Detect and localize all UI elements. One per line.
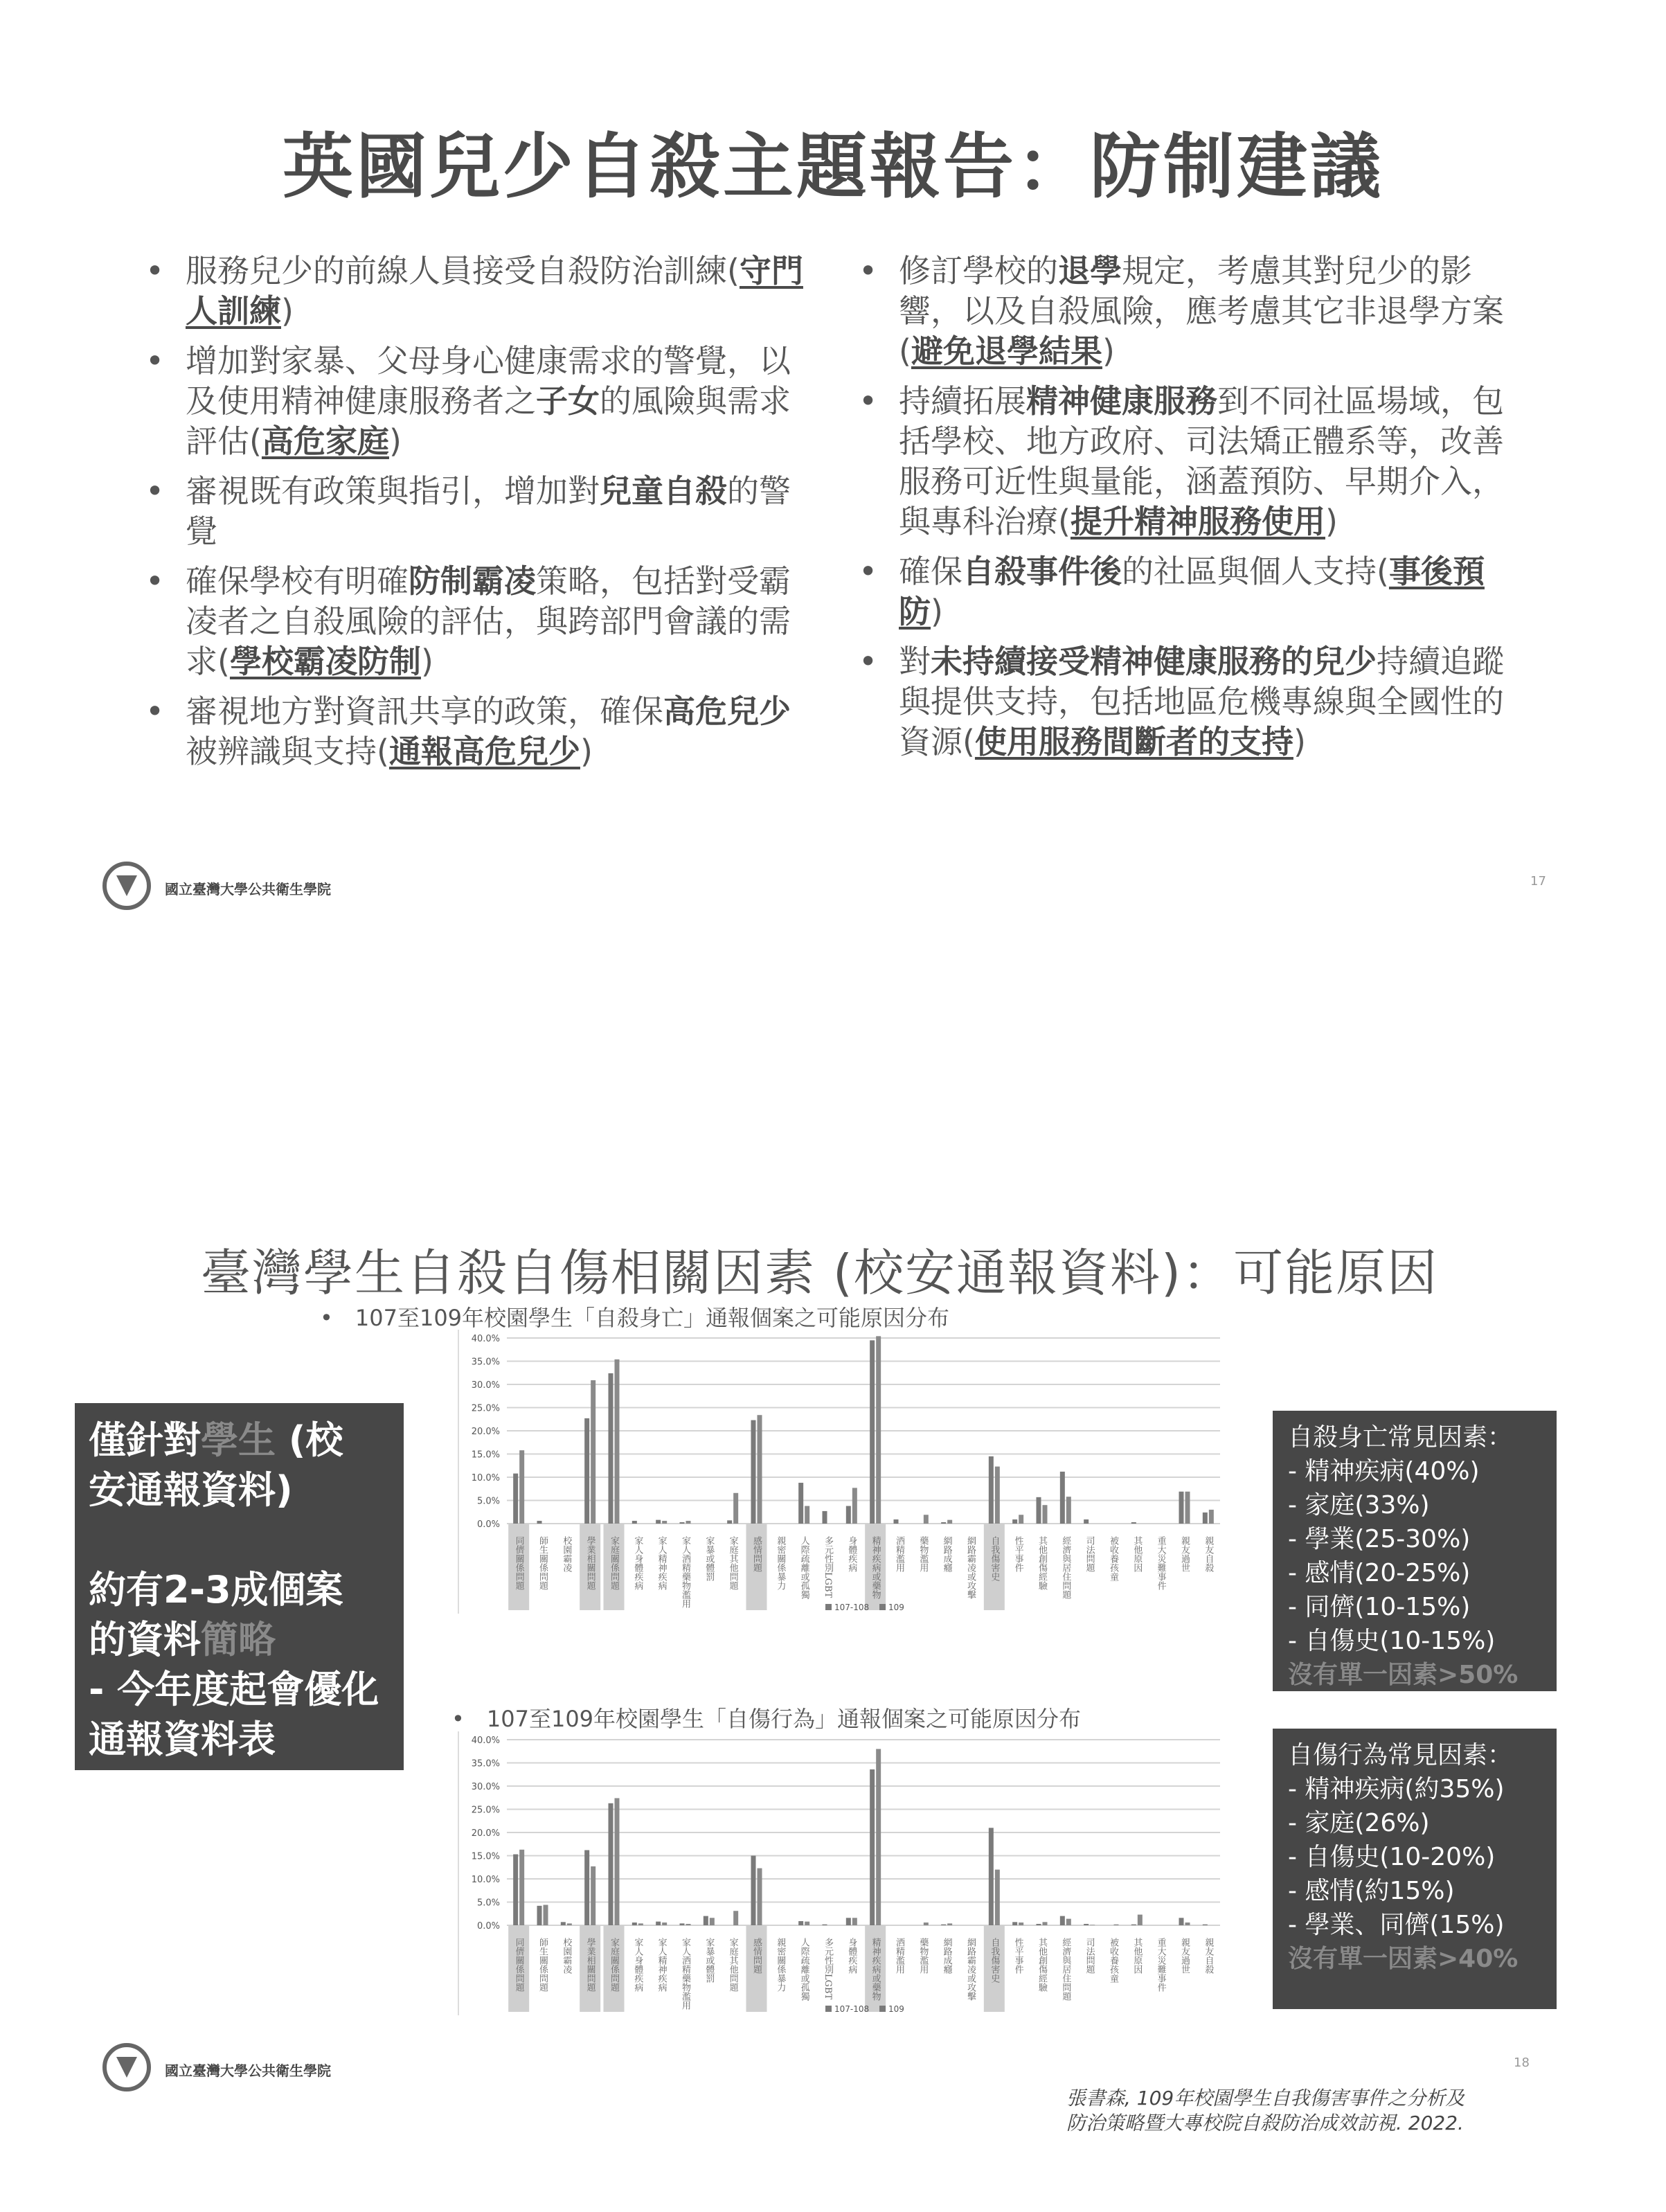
x-tick-label: 學業相關問題 — [584, 1938, 595, 1992]
legend-label: 107-108 — [834, 2004, 870, 2014]
bar-109 — [615, 1798, 620, 1925]
bullet-text: ( — [1058, 503, 1071, 540]
factor-item: - 學業、同儕(15%) — [1288, 1911, 1505, 1939]
bar-109 — [733, 1493, 738, 1524]
bar-109 — [1043, 1922, 1048, 1925]
x-tick-label: 親友過世 — [1179, 1536, 1190, 1572]
factors-heading: 自殺身亡常見因素： — [1288, 1423, 1513, 1452]
bar-107-108 — [1037, 1924, 1041, 1925]
bar-109 — [876, 1749, 881, 1925]
x-tick-label: 經濟與居住問題 — [1060, 1938, 1071, 2001]
bullet-text: 被辨識與支持 — [186, 733, 377, 770]
bar-107-108 — [680, 1923, 685, 1925]
factor-item: - 精神疾病(約35%) — [1288, 1775, 1505, 1803]
bullet-item — [145, 561, 810, 681]
bar-109 — [995, 1467, 1000, 1524]
bullet-item — [859, 381, 1523, 542]
x-tick-label: 其他創傷經驗 — [1037, 1536, 1047, 1590]
x-tick-label: 人際疏離或孤獨 — [798, 1536, 809, 1599]
bullet-keyword: 通報高危兒少 — [388, 733, 580, 770]
chart1-svg — [451, 1330, 1227, 1621]
note-text: 的資料 — [89, 1618, 201, 1661]
y-tick-label: 35.0% — [471, 1357, 500, 1368]
x-tick-label: 感情問題 — [751, 1536, 762, 1572]
x-tick-label: 親密關係暴力 — [775, 1938, 786, 1992]
bar-109 — [1066, 1919, 1071, 1925]
bullet-text: 到不同社區場域，包括學校、地方政府、司法矯正體系等，改善服務可近性與量能，涵蓋預防、早期介入，與專科治療 — [899, 382, 1504, 540]
bar-109 — [733, 1911, 738, 1925]
bar-107-108 — [823, 1511, 827, 1524]
x-tick-label: 同儕關係問題 — [513, 1536, 524, 1590]
bullet-text: 確保 — [899, 553, 962, 590]
bar-109 — [805, 1922, 809, 1925]
x-tick-label: 多元性別LGBT — [823, 1938, 833, 2000]
y-tick-label: 15.0% — [471, 1851, 500, 1862]
x-tick-label: 感情問題 — [751, 1938, 762, 1974]
bar-107-108 — [609, 1373, 613, 1524]
x-tick-label: 性平事件 — [1012, 1938, 1023, 1974]
bar-107-108 — [704, 1916, 708, 1925]
x-tick-label: 被收養孩童 — [1108, 1536, 1118, 1581]
citation — [1066, 2086, 1465, 2136]
y-tick-label: 10.0% — [471, 1875, 500, 1885]
legend-swatch — [825, 2006, 832, 2012]
chart1-subtitle: • 107至109年校園學生「自殺身亡」通報個案之可能原因分布 — [320, 1301, 949, 1332]
bullet-emphasis: 子女 — [536, 382, 600, 420]
bar-107-108 — [680, 1522, 685, 1524]
x-tick-label: 親友過世 — [1179, 1938, 1190, 1974]
y-tick-label: 35.0% — [471, 1758, 500, 1769]
x-tick-label: 司法問題 — [1084, 1536, 1095, 1572]
bullet-emphasis: 精神健康服務 — [1026, 382, 1217, 420]
x-tick-label: 家人身體疾病 — [632, 1938, 643, 1992]
bar-107-108 — [1037, 1497, 1041, 1524]
bar-107-108 — [941, 1522, 946, 1524]
x-tick-label: 家庭關係問題 — [609, 1536, 619, 1590]
bullet-text: ) — [281, 292, 294, 330]
bar-107-108 — [1131, 1522, 1136, 1524]
x-tick-label: 網路霸凌或攻擊 — [965, 1536, 976, 1599]
bar-107-108 — [894, 1519, 899, 1524]
bullet-text: 持續拓展 — [899, 382, 1026, 420]
x-tick-label: 家人身體疾病 — [632, 1536, 643, 1590]
y-tick-label: 5.0% — [476, 1496, 500, 1507]
bar-107-108 — [1203, 1513, 1208, 1524]
x-tick-label: 親密關係暴力 — [775, 1536, 786, 1590]
bullet-emphasis: 兒童自殺 — [600, 472, 727, 510]
x-tick-label: 重大災難事件 — [1155, 1536, 1166, 1590]
factors-heading: 自傷行為常見因素： — [1288, 1741, 1513, 1769]
x-tick-label: 校園霸凌 — [561, 1938, 572, 1974]
x-tick-label: 同儕關係問題 — [513, 1938, 524, 1992]
x-tick-label: 自我傷害史 — [989, 1938, 1000, 1983]
bar-107-108 — [1179, 1492, 1184, 1524]
bar-107-108 — [751, 1856, 756, 1926]
x-tick-label: 經濟與居住問題 — [1060, 1536, 1071, 1599]
bar-109 — [1185, 1923, 1190, 1925]
x-tick-label: 司法問題 — [1084, 1938, 1095, 1974]
bar-109 — [1043, 1505, 1048, 1524]
x-tick-label: 性平事件 — [1012, 1536, 1023, 1572]
slide-title: 英國兒少自殺主題報告：防制建議 — [283, 126, 1383, 208]
bar-107-108 — [1060, 1472, 1065, 1524]
bullet-text: 增加對家暴、父母身心健康需求的警覺，以及使用精神健康服務者之 — [186, 342, 791, 420]
self-harm-factors-box — [1273, 1729, 1557, 2009]
bar-109 — [1019, 1515, 1023, 1524]
bullet-text: 審視既有政策與指引，增加對 — [186, 472, 600, 510]
bar-107-108 — [1012, 1519, 1017, 1524]
bullet-keyword: 學校霸凌防制 — [229, 643, 421, 680]
bullet-text: ) — [1293, 723, 1306, 760]
bar-109 — [758, 1868, 762, 1925]
bar-107-108 — [751, 1420, 756, 1524]
note-text: 安通報資料) — [89, 1468, 293, 1512]
bullet-item — [145, 471, 810, 551]
bar-107-108 — [870, 1340, 875, 1524]
x-tick-label: 身體疾病 — [846, 1938, 857, 1974]
y-tick-label: 5.0% — [476, 1898, 500, 1909]
bar-109 — [947, 1520, 952, 1524]
factor-item: - 感情(20-25%) — [1288, 1559, 1471, 1587]
y-tick-label: 15.0% — [471, 1450, 500, 1461]
x-tick-label: 師生關係問題 — [537, 1938, 548, 1992]
bullet-keyword: 守門人訓練 — [186, 252, 803, 330]
x-tick-label: 師生關係問題 — [537, 1536, 548, 1590]
bar-107-108 — [561, 1922, 566, 1925]
suicide-death-factors-chart — [451, 1330, 1227, 1621]
x-tick-label: 被收養孩童 — [1108, 1938, 1118, 1983]
university-logo-icon — [102, 862, 151, 910]
bullet-text: ) — [1325, 503, 1338, 540]
citation-line: 張書森, 109年校園學生自我傷害事件之分析及 — [1066, 2087, 1465, 2110]
x-tick-label: 其他創傷經驗 — [1037, 1938, 1047, 1992]
bar-107-108 — [727, 1520, 732, 1524]
legend-label: 109 — [888, 2004, 904, 2014]
bullet-text: 規定，考慮其對兒少的影響，以及自殺風險，應考慮其它非退學方案 — [899, 252, 1504, 330]
x-tick-label: 酒精濫用 — [894, 1536, 904, 1572]
bar-109 — [995, 1870, 1000, 1925]
bar-107-108 — [584, 1850, 589, 1925]
bar-109 — [852, 1918, 857, 1925]
bullet-keyword: 使用服務間斷者的支持 — [974, 723, 1293, 760]
bar-109 — [591, 1380, 595, 1524]
bullet-item — [145, 691, 810, 771]
y-tick-label: 40.0% — [471, 1334, 500, 1344]
y-tick-label: 30.0% — [471, 1380, 500, 1391]
bullet-text: 持續追蹤與提供支持，包括地區危機專線與全國性的資源 — [899, 643, 1504, 760]
bar-107-108 — [513, 1474, 518, 1524]
x-tick-label: 自我傷害史 — [989, 1536, 1000, 1581]
bar-109 — [947, 1923, 952, 1925]
y-tick-label: 10.0% — [471, 1473, 500, 1483]
bar-107-108 — [798, 1921, 803, 1925]
bar-107-108 — [989, 1828, 994, 1925]
x-tick-label: 學業相關問題 — [584, 1536, 595, 1590]
y-tick-label: 20.0% — [471, 1828, 500, 1839]
bar-109 — [1209, 1510, 1214, 1524]
bullet-text: ) — [420, 643, 433, 680]
bullet-emphasis: 退學 — [1058, 252, 1122, 289]
bullet-emphasis: 防制霸凌 — [409, 562, 536, 600]
bar-107-108 — [1060, 1916, 1065, 1925]
bar-109 — [710, 1918, 715, 1925]
left-bullet-list — [145, 251, 810, 781]
institution-name: 國立臺灣大學公共衛生學院 — [165, 2062, 331, 2079]
bullet-keyword: 高危家庭 — [261, 422, 389, 460]
factor-item: - 自傷史(10-20%) — [1288, 1843, 1496, 1871]
x-tick-label: 家人精神疾病 — [656, 1536, 667, 1590]
x-tick-label: 網路成癮 — [941, 1536, 952, 1572]
x-tick-label: 多元性別LGBT — [823, 1536, 833, 1598]
factor-item: - 家庭(26%) — [1288, 1809, 1430, 1837]
legend-label: 107-108 — [834, 1603, 870, 1612]
bullet-keyword: 事後預防 — [899, 553, 1485, 630]
note-highlight: 簡略 — [201, 1618, 276, 1661]
x-tick-label: 重大災難事件 — [1155, 1938, 1166, 1992]
x-tick-label: 網路成癮 — [941, 1938, 952, 1974]
bullet-text: 的社區與個人支持 — [1122, 553, 1377, 590]
scope-note-box — [75, 1403, 404, 1770]
note-text: (校 — [276, 1418, 343, 1462]
bar-109 — [662, 1923, 667, 1925]
bar-109 — [852, 1488, 857, 1524]
bullet-text: ) — [931, 593, 943, 630]
x-tick-label: 家暴或體罰 — [704, 1938, 715, 1983]
bar-107-108 — [537, 1906, 542, 1925]
x-tick-label: 精神疾病或藥物 — [870, 1938, 881, 2001]
note-highlight: 學生 — [201, 1418, 276, 1462]
bullet-item — [859, 641, 1523, 762]
x-tick-label: 藥物濫用 — [917, 1536, 929, 1572]
legend-label: 109 — [888, 1603, 904, 1612]
bullet-text: 審視地方對資訊共享的政策，確保 — [186, 693, 663, 730]
slide-18 — [0, 1122, 1666, 2212]
x-tick-label: 家庭其他問題 — [727, 1938, 738, 1992]
bullet-text: ) — [388, 422, 402, 460]
slide-title: 臺灣學生自殺自傷相關因素 (校安通報資料)：可能原因 — [201, 1244, 1439, 1302]
bullet-emphasis: 高危兒少 — [663, 693, 791, 730]
bar-109 — [924, 1923, 929, 1925]
bar-109 — [519, 1850, 524, 1925]
x-tick-label: 校園霸凌 — [561, 1536, 572, 1572]
bullet-text: 的風險與需求評估 — [186, 382, 791, 460]
bullet-text: 服務兒少的前線人員接受自殺防治訓練 — [186, 252, 727, 289]
bullet-text: ( — [1377, 553, 1389, 590]
note-text: - 今年度起會優化 — [89, 1668, 379, 1711]
bar-109 — [686, 1521, 691, 1524]
y-tick-label: 20.0% — [471, 1427, 500, 1437]
chart2-subtitle: • 107至109年校園學生「自傷行為」通報個案之可能原因分布 — [451, 1702, 1081, 1733]
bullet-text: ( — [249, 422, 262, 460]
legend-swatch — [879, 1604, 886, 1610]
bullet-text: ( — [899, 332, 911, 370]
bar-109 — [1185, 1492, 1190, 1524]
bar-109 — [686, 1924, 691, 1925]
bullet-keyword: 提升精神服務使用 — [1070, 503, 1325, 540]
factor-item: - 精神疾病(40%) — [1288, 1457, 1480, 1486]
page-number: 18 — [1514, 2055, 1530, 2070]
bar-109 — [662, 1521, 667, 1524]
citation-line: 防治策略暨大專校院自殺防治成效訪視. 2022. — [1066, 2112, 1464, 2134]
legend-swatch — [879, 2006, 886, 2012]
bar-107-108 — [609, 1803, 613, 1925]
x-tick-label: 身體疾病 — [846, 1536, 857, 1572]
factor-item: - 感情(約15%) — [1288, 1877, 1455, 1905]
x-tick-label: 人際疏離或孤獨 — [798, 1938, 809, 2001]
suicide-factors-box — [1273, 1411, 1557, 1691]
bar-107-108 — [1084, 1924, 1089, 1925]
bullet-item — [859, 551, 1523, 632]
bullet-text: 修訂學校的 — [899, 252, 1058, 289]
bar-107-108 — [1012, 1922, 1017, 1925]
bar-107-108 — [632, 1521, 637, 1524]
bar-107-108 — [513, 1854, 518, 1925]
note-text: 通報資料表 — [89, 1718, 276, 1761]
note-text: 約有2-3成個案 — [89, 1568, 343, 1612]
bar-109 — [544, 1905, 548, 1925]
x-tick-label: 家庭關係問題 — [609, 1938, 619, 1992]
y-tick-label: 0.0% — [476, 1921, 500, 1932]
self-harm-factors-chart — [451, 1731, 1227, 2022]
bullet-emphasis: 未持續接受精神健康服務的兒少 — [931, 643, 1377, 680]
y-tick-label: 40.0% — [471, 1736, 500, 1746]
bar-107-108 — [656, 1520, 661, 1524]
bar-109 — [924, 1515, 929, 1524]
x-tick-label: 其他原因 — [1131, 1938, 1143, 1974]
bar-107-108 — [846, 1506, 851, 1524]
factors-footnote: 沒有單一因素>40% — [1288, 1945, 1519, 1973]
x-tick-label: 家庭其他問題 — [727, 1536, 738, 1590]
bullet-emphasis: 自殺事件後 — [962, 553, 1122, 590]
bar-107-108 — [1179, 1918, 1184, 1925]
slide-17 — [0, 0, 1666, 970]
bar-107-108 — [846, 1918, 851, 1925]
legend-swatch — [825, 1604, 832, 1610]
x-tick-label: 酒精濫用 — [894, 1938, 904, 1974]
bullet-keyword: 避免退學結果 — [911, 332, 1102, 370]
bar-107-108 — [632, 1923, 637, 1925]
bar-109 — [1066, 1497, 1071, 1524]
right-bullet-list — [859, 251, 1523, 771]
bullet-text: ) — [1102, 332, 1115, 370]
x-tick-label: 親友自殺 — [1203, 1938, 1214, 1974]
x-tick-label: 親友自殺 — [1203, 1536, 1214, 1572]
bullet-text: 確保學校有明確 — [186, 562, 409, 600]
x-tick-label: 藥物濫用 — [917, 1938, 929, 1974]
bar-109 — [1138, 1915, 1143, 1925]
bullet-item — [859, 251, 1523, 371]
x-tick-label: 家人酒精藥物濫用 — [680, 1536, 690, 1608]
bar-107-108 — [584, 1418, 589, 1524]
x-tick-label: 家暴或體罰 — [704, 1536, 715, 1581]
factors-footnote: 沒有單一因素>50% — [1288, 1661, 1519, 1689]
factor-item: - 自傷史(10-15%) — [1288, 1627, 1496, 1655]
bar-107-108 — [537, 1521, 542, 1524]
bar-109 — [567, 1923, 572, 1925]
x-tick-label: 家人精神疾病 — [656, 1938, 667, 1992]
institution-name: 國立臺灣大學公共衛生學院 — [165, 881, 331, 898]
x-tick-label: 家人酒精藥物濫用 — [680, 1938, 690, 2010]
x-tick-label: 其他原因 — [1131, 1536, 1143, 1572]
bar-107-108 — [1084, 1519, 1089, 1524]
bar-109 — [638, 1923, 643, 1925]
bullet-text: ) — [580, 733, 593, 770]
bar-107-108 — [870, 1769, 875, 1925]
university-logo-icon — [102, 2043, 151, 2091]
bar-109 — [876, 1336, 881, 1524]
y-tick-label: 25.0% — [471, 1403, 500, 1414]
bar-109 — [1019, 1923, 1023, 1925]
bullet-text: ( — [962, 723, 975, 760]
bullet-text: 策略，包括對受霸凌者之自殺風險的評估，與跨部門會議的需求 — [186, 562, 791, 680]
bullet-text: ( — [217, 643, 230, 680]
bar-109 — [519, 1450, 524, 1524]
bar-109 — [805, 1506, 809, 1524]
bar-107-108 — [798, 1483, 803, 1524]
bullet-text: 對 — [899, 643, 931, 680]
y-tick-label: 0.0% — [476, 1519, 500, 1530]
factor-item: - 同儕(10-15%) — [1288, 1593, 1471, 1621]
page-number: 17 — [1530, 874, 1546, 889]
y-tick-label: 25.0% — [471, 1805, 500, 1816]
bullet-text: ( — [377, 733, 389, 770]
bullet-text: ( — [727, 252, 740, 289]
factor-item: - 學業(25-30%) — [1288, 1525, 1471, 1553]
x-tick-label: 網路霸凌或攻擊 — [965, 1938, 976, 2001]
bullet-item — [145, 341, 810, 461]
bullet-item — [145, 251, 810, 331]
bullet-text: 的警覺 — [186, 472, 791, 550]
chart2-svg — [451, 1731, 1227, 2022]
bar-109 — [615, 1359, 620, 1524]
bar-109 — [758, 1415, 762, 1524]
y-tick-label: 30.0% — [471, 1782, 500, 1792]
bar-107-108 — [656, 1922, 661, 1925]
factor-item: - 家庭(33%) — [1288, 1491, 1430, 1519]
bar-107-108 — [989, 1456, 994, 1524]
x-tick-label: 精神疾病或藥物 — [870, 1536, 881, 1599]
bar-109 — [591, 1866, 595, 1925]
note-text: 僅針對 — [89, 1418, 201, 1462]
